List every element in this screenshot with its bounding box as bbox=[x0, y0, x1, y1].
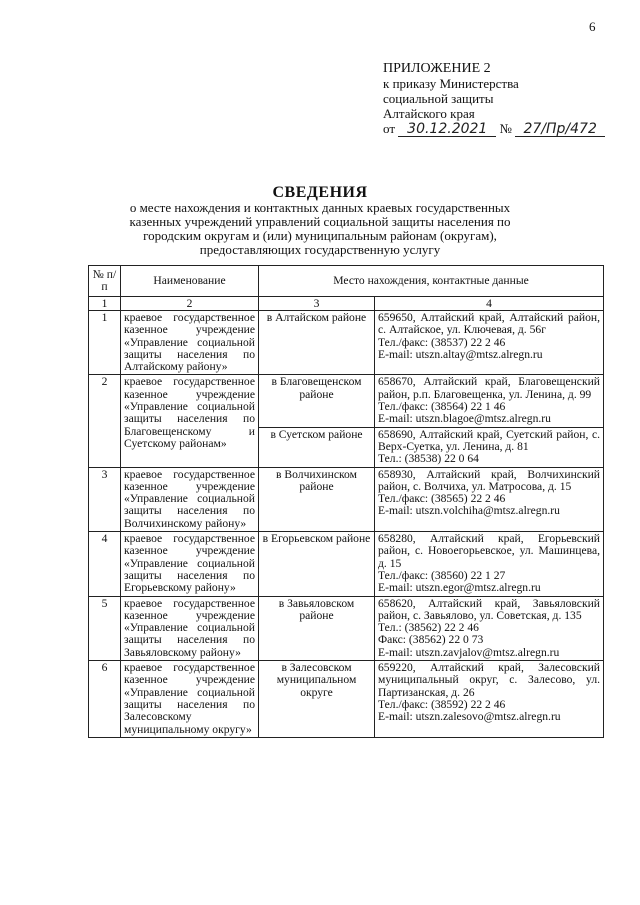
table-index-row bbox=[89, 297, 604, 311]
index-cell: 3 bbox=[259, 297, 375, 311]
location-area: в Завьяловском районе bbox=[259, 596, 375, 660]
contact-details bbox=[375, 596, 604, 660]
contact-details bbox=[375, 532, 604, 596]
from-label: от bbox=[383, 121, 396, 136]
row-number: 2 bbox=[89, 375, 121, 467]
annex-block bbox=[383, 61, 605, 137]
annex-line-3: Алтайского края bbox=[383, 106, 475, 121]
annex-header: ПРИЛОЖЕНИЕ 2 bbox=[383, 61, 491, 76]
address-text: 658670, Алтайский край, Благовещенский район, р.п. Благовещенка, ул. Ленина, д. 99 bbox=[378, 375, 600, 401]
document-title: СВЕДЕНИЯ bbox=[272, 184, 368, 201]
email-text: E-mail: utszn.zavjalov@mtsz.alregn.ru bbox=[378, 645, 560, 659]
contact-details bbox=[375, 467, 604, 531]
phone-text: Тел.: (38562) 22 2 46 bbox=[378, 621, 479, 635]
email-text: E-mail: utszn.zalesovo@mtsz.alregn.ru bbox=[378, 710, 561, 724]
contact-details bbox=[375, 661, 604, 738]
row-number: 1 bbox=[89, 311, 121, 375]
address-text: 658690, Алтайский край, Суетский район, с. Верх-Суетка, ул. Ленина, д. 81 bbox=[378, 427, 600, 453]
table-row bbox=[89, 311, 604, 375]
institution-name: краевое государственное казенное учреждение «Управление социальной защиты населения по Залесовскому муниципальному округу» bbox=[121, 661, 259, 738]
row-number: 6 bbox=[89, 661, 121, 738]
institution-name: краевое государственное казенное учреждение «Управление социальной защиты населения по Завьяловскому району» bbox=[121, 596, 259, 660]
index-cell: 4 bbox=[375, 297, 604, 311]
header-num: № п/п bbox=[89, 266, 121, 297]
email-text: E-mail: utszn.volchiha@mtsz.alregn.ru bbox=[378, 504, 560, 518]
phone-text: Тел./факс: (38592) 22 2 46 bbox=[378, 697, 506, 711]
location-area: в Алтайском районе bbox=[259, 311, 375, 375]
phone-text: Тел./факс: (38565) 22 2 46 bbox=[378, 492, 506, 506]
address-text: 659220, Алтайский край, Залесовский муниципальный округ, с. Залесово, ул. Партизанская, д. 26 bbox=[378, 661, 600, 699]
table-header-row bbox=[89, 266, 604, 297]
row-number: 4 bbox=[89, 532, 121, 596]
institution-name: краевое государственное казенное учреждение «Управление социальной защиты населения по Благовещенскому и Суетскому районам» bbox=[121, 375, 259, 467]
location-area: в Благовещенском районе bbox=[259, 375, 375, 427]
table-row bbox=[89, 596, 604, 660]
annex-line-2: социальной защиты bbox=[383, 91, 494, 106]
email-text: E-mail: utszn.altay@mtsz.alregn.ru bbox=[378, 347, 543, 361]
email-text: E-mail: utszn.egor@mtsz.alregn.ru bbox=[378, 581, 541, 595]
handwritten-number: 27/Пр/472 bbox=[515, 122, 605, 137]
handwritten-date: 30.12.2021 bbox=[398, 122, 496, 137]
institutions-table bbox=[88, 265, 604, 738]
row-number: 3 bbox=[89, 467, 121, 531]
location-area: в Егорьевском районе bbox=[259, 532, 375, 596]
address-text: 659650, Алтайский край, Алтайский район, с. Алтайское, ул. Ключевая, д. 56г bbox=[378, 311, 600, 337]
table-row bbox=[89, 532, 604, 596]
phone-text: Тел./факс: (38564) 22 1 46 bbox=[378, 400, 506, 414]
phone-text: Тел./факс: (38560) 22 1 27 bbox=[378, 568, 506, 582]
phone-text: Факс: (38562) 22 0 73 bbox=[378, 633, 484, 647]
table-row bbox=[89, 375, 604, 427]
annex-date-line bbox=[383, 121, 605, 137]
annex-line-1: к приказу Министерства bbox=[383, 76, 519, 91]
row-number: 5 bbox=[89, 596, 121, 660]
location-area: в Суетском районе bbox=[259, 427, 375, 467]
header-location: Место нахождения, контактные данные bbox=[259, 266, 604, 297]
email-text: E-mail: utszn.blagoe@mtsz.alregn.ru bbox=[378, 412, 551, 426]
document-subtitle: о месте нахождения и контактных данных краевых государственных казенных учреждений управлений социальной защиты населения по городским округам и (или) муниципальным районам (округам), предоставляющих государственную услугу bbox=[129, 200, 511, 257]
phone-text: Тел.: (38538) 22 0 64 bbox=[378, 452, 479, 466]
contact-details bbox=[375, 311, 604, 375]
index-cell: 2 bbox=[121, 297, 259, 311]
address-text: 658930, Алтайский край, Волчихинский район, с. Волчиха, ул. Матросова, д. 15 bbox=[378, 467, 600, 493]
address-text: 658280, Алтайский край, Егорьевский район, с. Новоегорьевское, ул. Машинцева, д. 15 bbox=[378, 532, 600, 570]
page-number: 6 bbox=[589, 19, 596, 34]
contact-details bbox=[375, 375, 604, 427]
address-text: 658620, Алтайский край, Завьяловский район, с. Завьялово, ул. Советская, д. 135 bbox=[378, 596, 600, 622]
table-body bbox=[89, 311, 604, 738]
location-area: в Залесовском муниципальном округе bbox=[259, 661, 375, 738]
institution-name: краевое государственное казенное учреждение «Управление социальной защиты населения по Волчихинскому району» bbox=[121, 467, 259, 531]
table-row bbox=[89, 661, 604, 738]
location-area: в Волчихинском районе bbox=[259, 467, 375, 531]
institution-name: краевое государственное казенное учреждение «Управление социальной защиты населения по Егорьевскому району» bbox=[121, 532, 259, 596]
table-row bbox=[89, 467, 604, 531]
index-cell: 1 bbox=[89, 297, 121, 311]
header-name: Наименование bbox=[121, 266, 259, 297]
institution-name: краевое государственное казенное учреждение «Управление социальной защиты населения по Алтайскому району» bbox=[121, 311, 259, 375]
contact-details bbox=[375, 427, 604, 467]
phone-text: Тел./факс: (38537) 22 2 46 bbox=[378, 335, 506, 349]
number-label: № bbox=[499, 121, 512, 136]
